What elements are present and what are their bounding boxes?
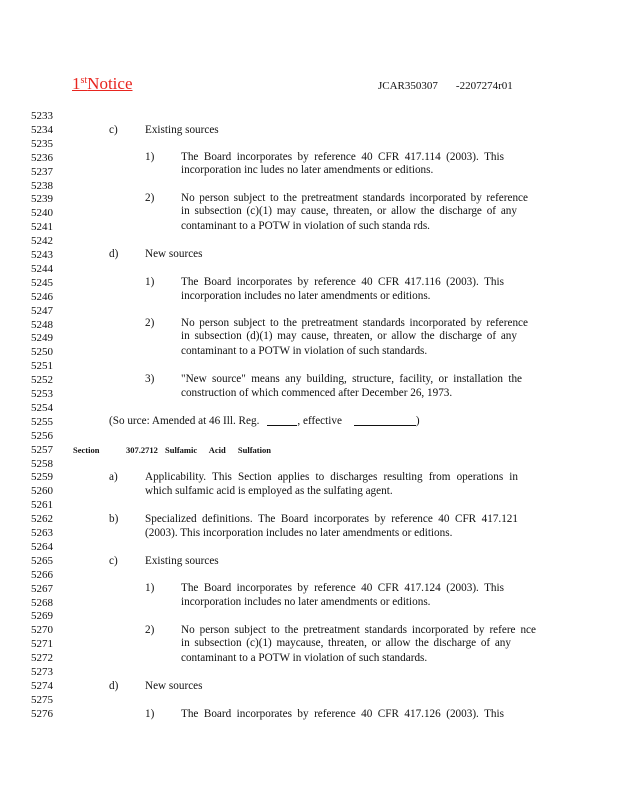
section-title: Sulfamic Acid Sulfation (165, 445, 271, 455)
text-line: construction of which commenced after December 26, 1973. (181, 387, 453, 399)
notice-word: Notice (87, 74, 133, 93)
line-number: 5249 (31, 332, 53, 345)
paragraph (181, 708, 504, 721)
line-number: 5239 (31, 193, 53, 206)
line-number: 5271 (31, 638, 53, 651)
paragraph (145, 471, 518, 484)
line-number: 5251 (31, 360, 53, 373)
doc-id-suffix: -2207274r01 (455, 80, 513, 92)
item-label: 2) (145, 317, 155, 329)
text-line: incorporation includes no later amendments or editions. (181, 290, 431, 302)
line-number: 5261 (31, 499, 53, 512)
item-label: 1) (145, 582, 155, 594)
line-number: 5264 (31, 540, 53, 553)
item-label: 3) (145, 373, 155, 385)
paragraph (181, 192, 528, 218)
subsection-heading: Existing sources (145, 555, 219, 567)
text-line: The Board incorporates by reference 40 CFR 417.116 (2003). This (181, 276, 504, 288)
text-line: in subsection (c)(1) may cause, threaten, or allow the discharge of any (181, 205, 517, 217)
source-note (109, 415, 420, 428)
paragraph (181, 276, 504, 289)
text-line: incorporation inc ludes no later amendments or editions. (181, 164, 434, 176)
subsection-heading: Existing sources (145, 124, 219, 136)
text-line: (2003). This incorporation includes no later amendments or editions. (145, 527, 453, 539)
text-line: in subsection (d)(1) may cause, threaten, or allow the discharge of any (181, 330, 517, 342)
line-number: 5250 (31, 346, 53, 359)
item-label: c) (109, 555, 118, 567)
paragraph (181, 624, 536, 650)
line-number: 5257 (31, 443, 53, 456)
text-line: No person subject to the pretreatment standards incorporated by reference (181, 192, 528, 204)
doc-id-code: JCAR350307 (378, 80, 438, 92)
line-number: 5245 (31, 276, 53, 289)
line-number: 5268 (31, 596, 53, 609)
line-number: 5243 (31, 249, 53, 261)
notice-number: 1 (72, 74, 81, 93)
text-line: The Board incorporates by reference 40 CFR 417.124 (2003). This (181, 582, 504, 594)
section-label: Section (73, 445, 100, 455)
line-number: 5248 (31, 318, 53, 331)
source-text: (So urce: Amended at 46 Ill. Reg. (109, 415, 260, 427)
line-number: 5256 (31, 429, 53, 442)
effective-date-blank (354, 415, 416, 426)
text-line: contaminant to a POTW in violation of such standards. (181, 345, 428, 357)
line-number: 5236 (31, 151, 53, 164)
subsection-heading: New sources (145, 248, 203, 260)
text-line: contaminant to a POTW in violation of such standa rds. (181, 220, 430, 232)
paragraph (181, 151, 504, 164)
line-number: 5244 (31, 262, 53, 275)
line-number: 5241 (31, 221, 53, 234)
line-number: 5237 (31, 165, 53, 178)
item-label: d) (109, 680, 119, 692)
text-line: The Board incorporates by reference 40 CFR 417.126 (2003). This (181, 708, 504, 720)
text-line: No person subject to the pretreatment standards incorporated by reference (181, 317, 528, 329)
line-number: 5253 (31, 388, 53, 400)
item-label: d) (109, 248, 119, 260)
line-number: 5266 (31, 568, 53, 581)
item-label: c) (109, 124, 118, 136)
item-label: b) (109, 513, 119, 525)
line-number: 5270 (31, 624, 53, 637)
line-number: 5276 (31, 707, 53, 720)
paragraph (145, 513, 518, 526)
item-label: 1) (145, 276, 155, 288)
paragraph (181, 582, 504, 595)
register-blank (267, 415, 297, 426)
text-line: No person subject to the pretreatment standards incorporated by refere nce (181, 624, 536, 636)
line-number: 5272 (31, 652, 53, 665)
line-number: 5252 (31, 374, 53, 387)
line-number: 5273 (31, 666, 53, 678)
subsection-heading: New sources (145, 680, 203, 692)
item-label: 2) (145, 192, 155, 204)
paragraph (181, 317, 528, 343)
text-line: contaminant to a POTW in violation of such standards. (181, 652, 428, 664)
line-number: 5242 (31, 235, 53, 248)
line-number: 5258 (31, 457, 53, 470)
line-number: 5238 (31, 179, 53, 192)
line-number: 5267 (31, 582, 53, 595)
paragraph (181, 373, 522, 386)
item-label: 2) (145, 624, 155, 636)
item-label: 1) (145, 151, 155, 163)
line-number: 5255 (31, 415, 53, 428)
item-label: 1) (145, 708, 155, 720)
line-number: 5246 (31, 290, 53, 303)
text-line: The Board incorporates by reference 40 CFR 417.114 (2003). This (181, 151, 504, 163)
line-number: 5259 (31, 471, 53, 484)
line-number: 5260 (31, 485, 53, 498)
section-number: 307.2712 (126, 445, 158, 455)
line-number: 5275 (31, 693, 53, 706)
line-number: 5235 (31, 137, 53, 150)
notice-heading (72, 74, 141, 94)
line-number: 5262 (31, 513, 53, 526)
source-text: ) (415, 415, 420, 427)
text-line: in subsection (c)(1) maycause, threaten, or allow the discharge of any (181, 637, 511, 649)
item-label: a) (109, 471, 118, 483)
line-number: 5269 (31, 610, 53, 623)
text-line: which sulfamic acid is employed as the sulfating agent. (145, 485, 393, 497)
line-number: 5240 (31, 207, 53, 220)
text-line: incorporation includes no later amendments or editions. (181, 596, 431, 608)
line-number: 5263 (31, 527, 53, 539)
line-number: 5233 (31, 110, 53, 122)
line-number: 5234 (31, 123, 53, 136)
source-text: , effective (297, 415, 342, 427)
line-number: 5274 (31, 679, 53, 692)
text-line: Specialized definitions. The Board incorporates by reference 40 CFR 417.121 (145, 513, 518, 525)
line-number: 5265 (31, 554, 53, 567)
line-number: 5254 (31, 401, 53, 414)
text-line: "New source" means any building, structure, facility, or installation the (181, 373, 522, 385)
notice-superscript: st (80, 75, 88, 86)
text-line: Applicability. This Section applies to discharges resulting from operations in (145, 471, 518, 483)
document-id (378, 80, 513, 92)
line-number: 5247 (31, 304, 53, 317)
